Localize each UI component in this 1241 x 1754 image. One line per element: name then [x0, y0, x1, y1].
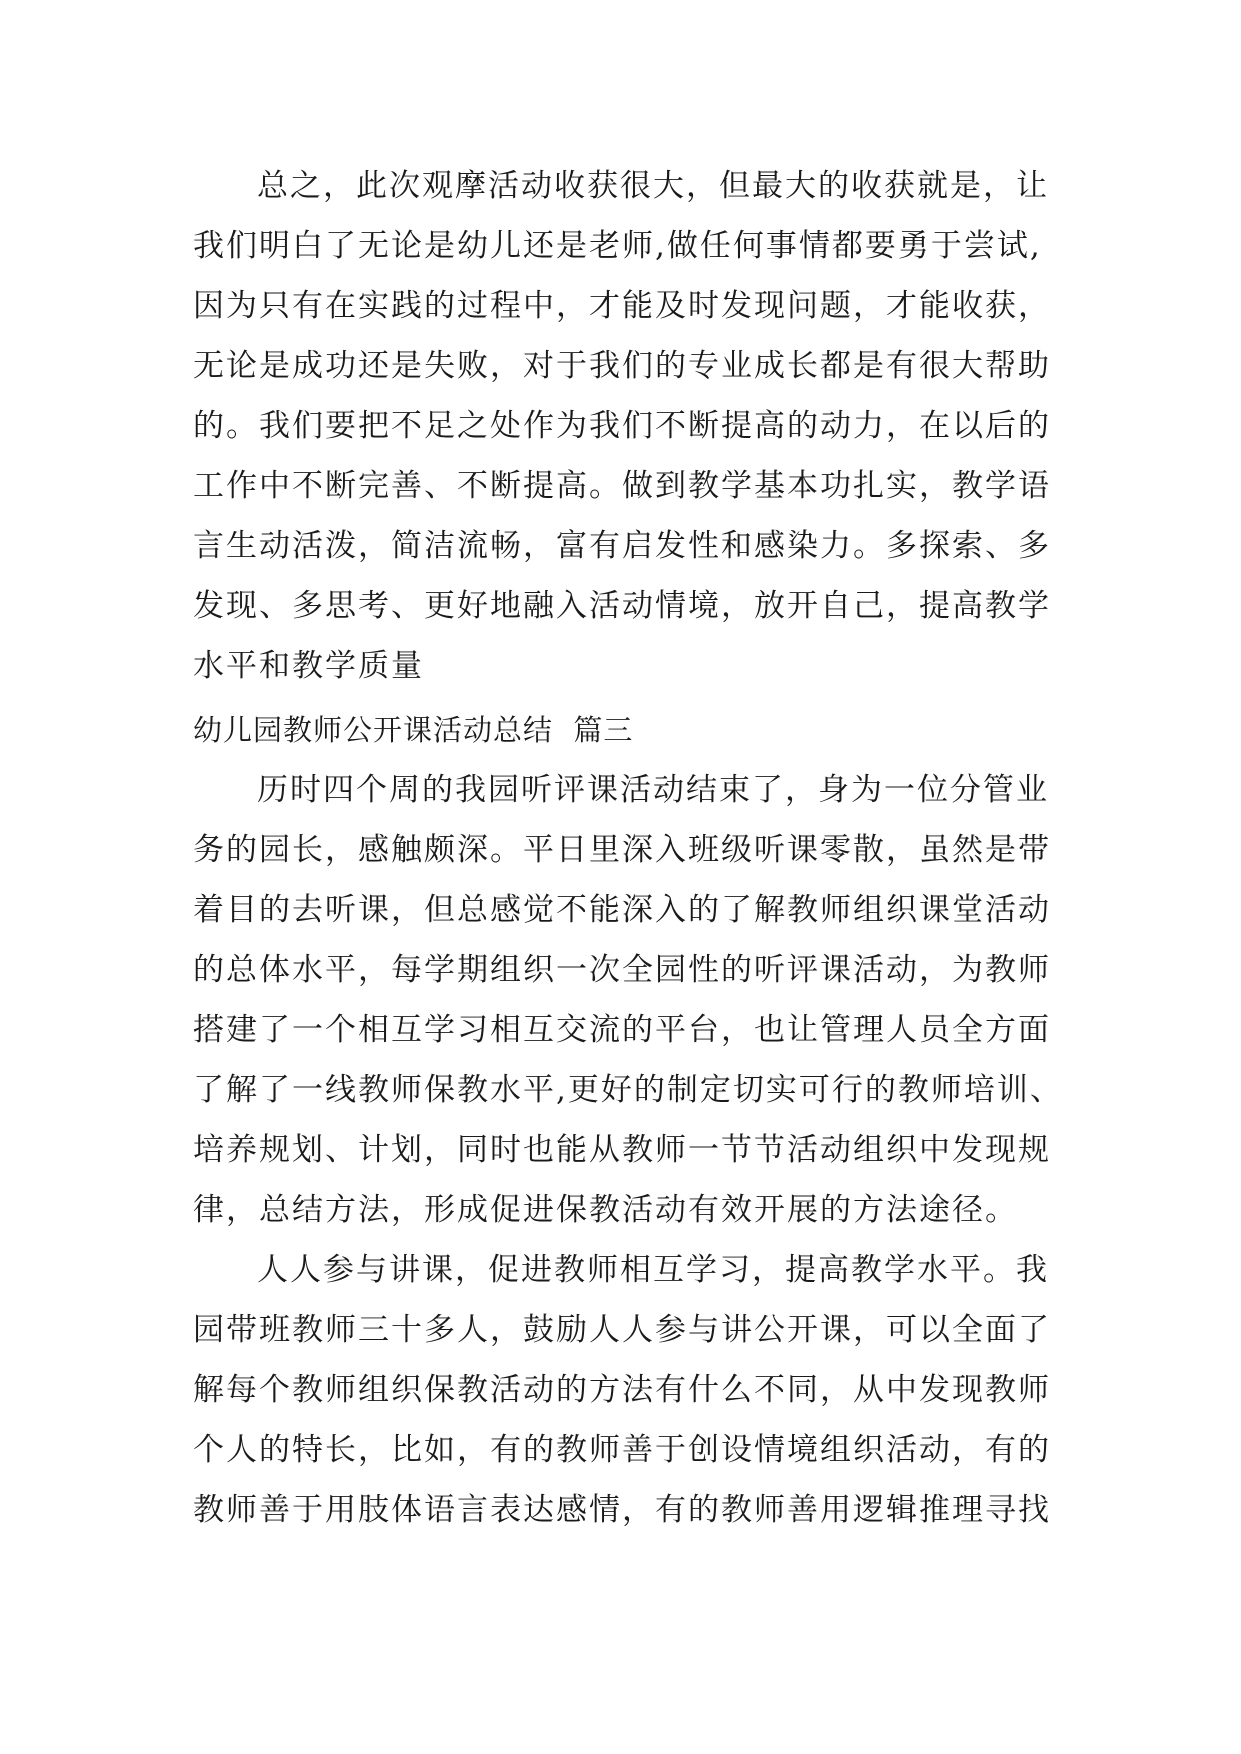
paragraph-line: 的。我们要把不足之处作为我们不断提高的动力，在以后的: [193, 408, 1051, 444]
paragraph-line: 教师善于用肢体语言表达感情，有的教师善用逻辑推理寻找: [193, 1492, 1051, 1528]
paragraph-line: 培养规划、计划，同时也能从教师一节节活动组织中发现规: [193, 1132, 1051, 1168]
paragraph-line: 的总体水平，每学期组织一次全园性的听评课活动，为教师: [193, 952, 1051, 988]
paragraph-line: 历时四个周的我园听评课活动结束了，身为一位分管业: [257, 772, 1049, 808]
paragraph-line: 水平和教学质量: [193, 648, 424, 684]
paragraph-line: 因为只有在实践的过程中，才能及时发现问题，才能收获，: [193, 288, 1051, 324]
paragraph-line: 发现、多思考、更好地融入活动情境，放开自己，提高教学: [193, 588, 1051, 624]
paragraph-line: 解每个教师组织保教活动的方法有什么不同，从中发现教师: [193, 1372, 1051, 1408]
paragraph-line: 无论是成功还是失败，对于我们的专业成长都是有很大帮助: [193, 348, 1051, 384]
paragraph-line: 务的园长，感触颇深。平日里深入班级听课零散，虽然是带: [193, 832, 1051, 868]
paragraph-line: 我们明白了无论是幼儿还是老师,做任何事情都要勇于尝试,: [193, 228, 1042, 264]
paragraph-line: 了解了一线教师保教水平,更好的制定切实可行的教师培训、: [193, 1072, 1063, 1108]
paragraph-line: 着目的去听课，但总感觉不能深入的了解教师组织课堂活动: [193, 892, 1051, 928]
section-heading: 幼儿园教师公开课活动总结 篇三: [193, 713, 634, 747]
paragraph-line: 搭建了一个相互学习相互交流的平台，也让管理人员全方面: [193, 1012, 1051, 1048]
paragraph-line: 工作中不断完善、不断提高。做到教学基本功扎实，教学语: [193, 468, 1051, 504]
paragraph-3: [193, 1240, 1073, 1540]
paragraph-2: [193, 760, 1073, 1240]
paragraph-1: [193, 156, 1073, 696]
section-heading-block: [193, 700, 1073, 760]
paragraph-line: 个人的特长，比如，有的教师善于创设情境组织活动，有的: [193, 1432, 1051, 1468]
paragraph-line: 人人参与讲课，促进教师相互学习，提高教学水平。我: [257, 1252, 1049, 1288]
paragraph-line: 律，总结方法，形成促进保教活动有效开展的方法途径。: [193, 1192, 1018, 1228]
paragraph-line: 总之，此次观摩活动收获很大，但最大的收获就是，让: [257, 168, 1049, 204]
paragraph-line: 园带班教师三十多人，鼓励人人参与讲公开课，可以全面了: [193, 1312, 1051, 1348]
paragraph-line: 言生动活泼，简洁流畅，富有启发性和感染力。多探索、多: [193, 528, 1051, 564]
